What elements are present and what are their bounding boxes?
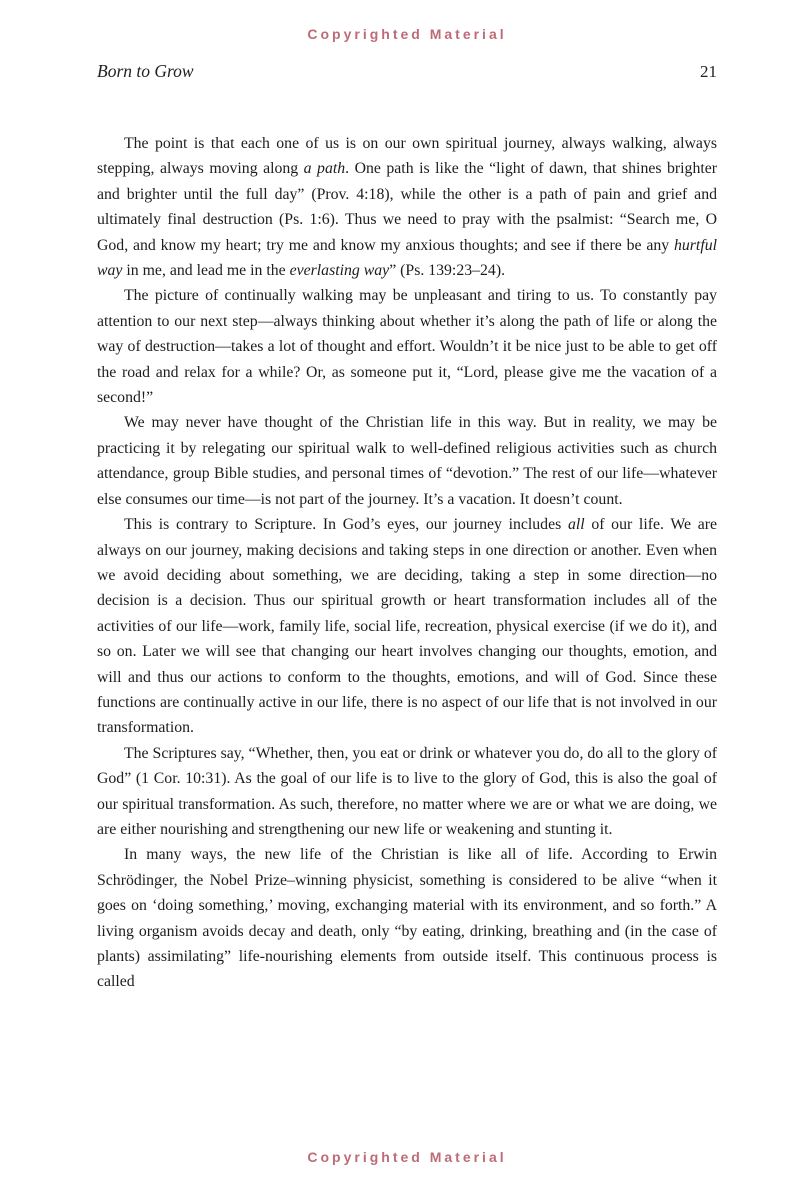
paragraph: The point is that each one of us is on our own spiritual journey, always walking, always stepping, always moving along a path. One path is like the “light of dawn, that shines brighter and brighter until the full day” (Prov. 4:18), while the other is a path of pain and grief and ultimately final destruction (Ps. 1:6). Thus we need to pray with the psalmist: “Search me, O God, and know my heart; try me and know my anxious thoughts; and see if there be any hurtful way in me, and lead me in the everlasting way” (Ps. 139:23–24). xyxy=(97,135,717,280)
copyright-notice-bottom: Copyrighted Material xyxy=(307,1149,507,1165)
paragraph: We may never have thought of the Christian life in this way. But in reality, we may be practicing it by relegating our spiritual walk to well-defined religious activities such as church attendance, group Bible studies, and personal times of “devotion.” The rest of our life—whatever else consumes our time—is not part of the journey. It’s a vacation. It doesn’t count. xyxy=(97,414,717,508)
paragraph: This is contrary to Scripture. In God’s eyes, our journey includes all of our life. We are always on our journey, making decisions and taking steps in one direction or another. Even when we avoid deciding about something, we are deciding, taking a step in some direction—no decision is a decision. Thus our spiritual growth or heart transformation includes all of the activities of our life—work, family life, social life, recreation, physical exercise (if we do it), and so on. Later we will see that changing our heart involves changing our thoughts, emotion, and will and thus our actions to conform to the thoughts, emotions, and will of God. Since these functions are continually active in our life, there is no aspect of our life that is not involved in our transformation. xyxy=(97,516,717,737)
paragraph: In many ways, the new life of the Christian is like all of life. According to Erwin Schrödinger, the Nobel Prize–winning physicist, something is considered to be alive “when it goes on ‘doing something,’ moving, exchanging material with its environment, and so forth.” A living organism avoids decay and death, only “by eating, drinking, breathing and (in the case of plants) assimilating” life-nourishing elements from outside itself. This continuous process is called xyxy=(97,846,717,991)
page-number: 21 xyxy=(700,62,717,81)
paragraph: The Scriptures say, “Whether, then, you eat or drink or whatever you do, do all to the glory of God” (1 Cor. 10:31). As the goal of our life is to live to the glory of God, this is also the goal of our spiritual transformation. As such, therefore, no matter where we are or what we are doing, we are either nourishing and strengthening our new life or weakening and stunting it. xyxy=(97,744,717,838)
running-header xyxy=(97,60,717,83)
copyright-notice-top: Copyrighted Material xyxy=(307,26,507,42)
paragraph: The picture of continually walking may be unpleasant and tiring to us. To constantly pay attention to our next step—always thinking about whether it’s along the path of life or along the way of destruction—takes a lot of thought and effort. Wouldn’t it be nice just to be able to get off the road and relax for a while? Or, as someone put it, “Lord, please give me the vacation of a second!” xyxy=(97,287,717,407)
running-title: Born to Grow xyxy=(97,61,194,81)
body-text xyxy=(97,131,717,995)
